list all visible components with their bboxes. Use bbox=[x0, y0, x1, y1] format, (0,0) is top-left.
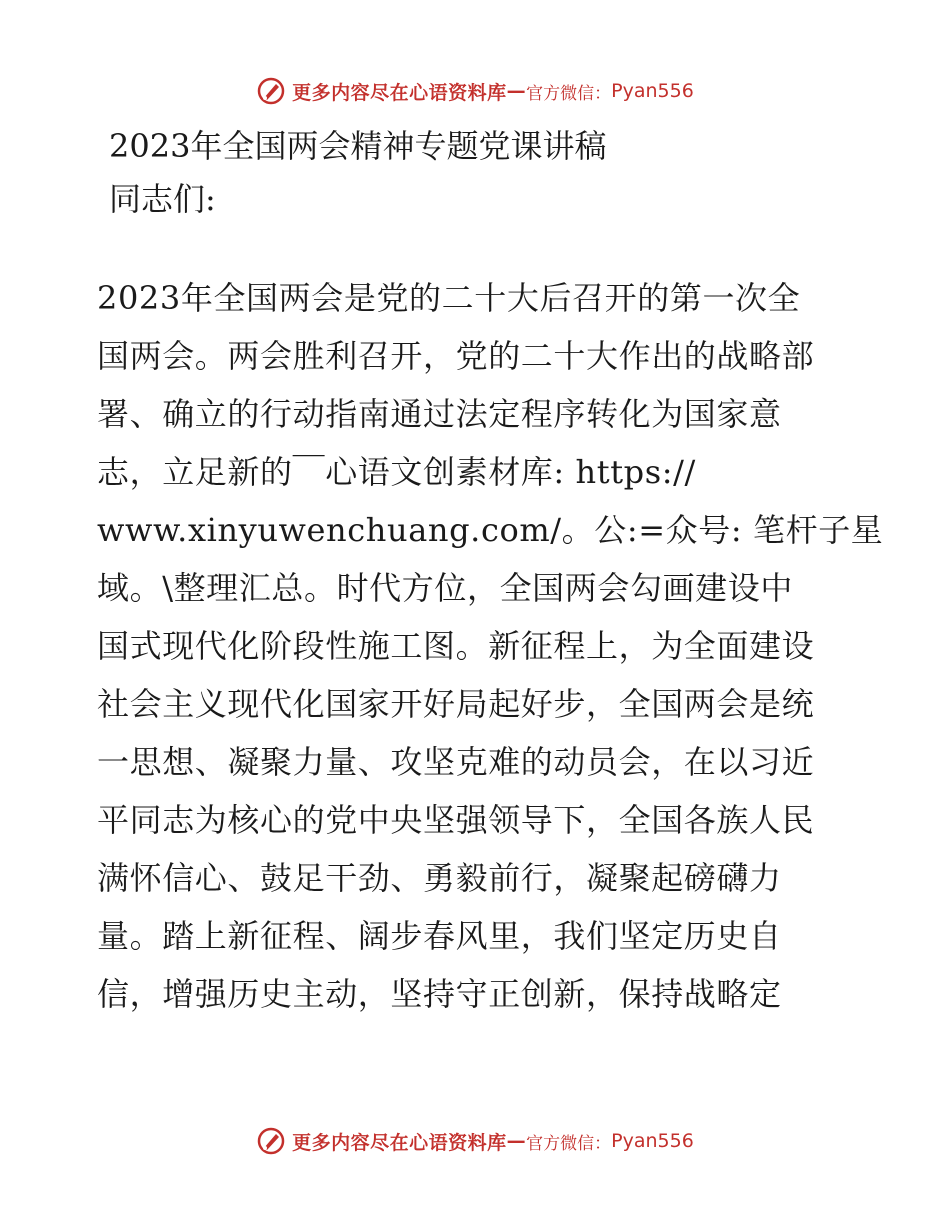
paragraph-line: www.xinyuwenchuang.com/。公:=众号: 笔杆子星 bbox=[97, 511, 884, 549]
paragraph-line: 2023年全国两会是党的二十大后召开的第一次全 bbox=[97, 279, 801, 317]
paragraph-line: 信，增强历史主动，坚持守正创新，保持战略定 bbox=[97, 975, 782, 1013]
paragraph-line: 社会主义现代化国家开好局起好步，全国两会是统 bbox=[97, 685, 815, 723]
watermark-dash: — bbox=[506, 80, 527, 102]
watermark-wechat-label: 官方微信： bbox=[526, 83, 612, 104]
paragraph-line: 志，立足新的￣心语文创素材库: https:// bbox=[97, 453, 696, 491]
paragraph-line: 量。踏上新征程、阔步春风里，我们坚定历史自 bbox=[97, 917, 782, 955]
footer-watermark bbox=[0, 1121, 950, 1161]
header-watermark bbox=[0, 71, 950, 111]
paragraph-line: 署、确立的行动指南通过法定程序转化为国家意 bbox=[97, 395, 782, 433]
pen-seal-icon bbox=[256, 1126, 286, 1156]
paragraph-line: 一思想、凝聚力量、攻坚克难的动员会，在以习近 bbox=[97, 743, 815, 781]
watermark-dash: — bbox=[506, 1130, 527, 1152]
pen-seal-icon bbox=[256, 76, 286, 106]
paragraph-line: 平同志为核心的党中央坚强领导下，全国各族人民 bbox=[97, 801, 815, 839]
paragraph-line: 国式现代化阶段性施工图。新征程上，为全面建设 bbox=[97, 627, 815, 665]
paragraph-line: 域。\整理汇总。时代方位，全国两会勾画建设中 bbox=[97, 569, 793, 607]
watermark-wechat-label: 官方微信： bbox=[526, 1133, 612, 1154]
watermark-account: Pyan556 bbox=[611, 80, 694, 102]
watermark-brand: 更多内容尽在心语资料库 bbox=[292, 81, 507, 104]
watermark-brand: 更多内容尽在心语资料库 bbox=[292, 1131, 507, 1154]
salutation: 同志们: bbox=[109, 180, 216, 218]
document-title: 2023年全国两会精神专题党课讲稿 bbox=[109, 127, 607, 165]
paragraph-line: 满怀信心、鼓足干劲、勇毅前行，凝聚起磅礴力 bbox=[97, 859, 782, 897]
watermark-account: Pyan556 bbox=[611, 1130, 694, 1152]
paragraph-line: 国两会。两会胜利召开，党的二十大作出的战略部 bbox=[97, 337, 815, 375]
